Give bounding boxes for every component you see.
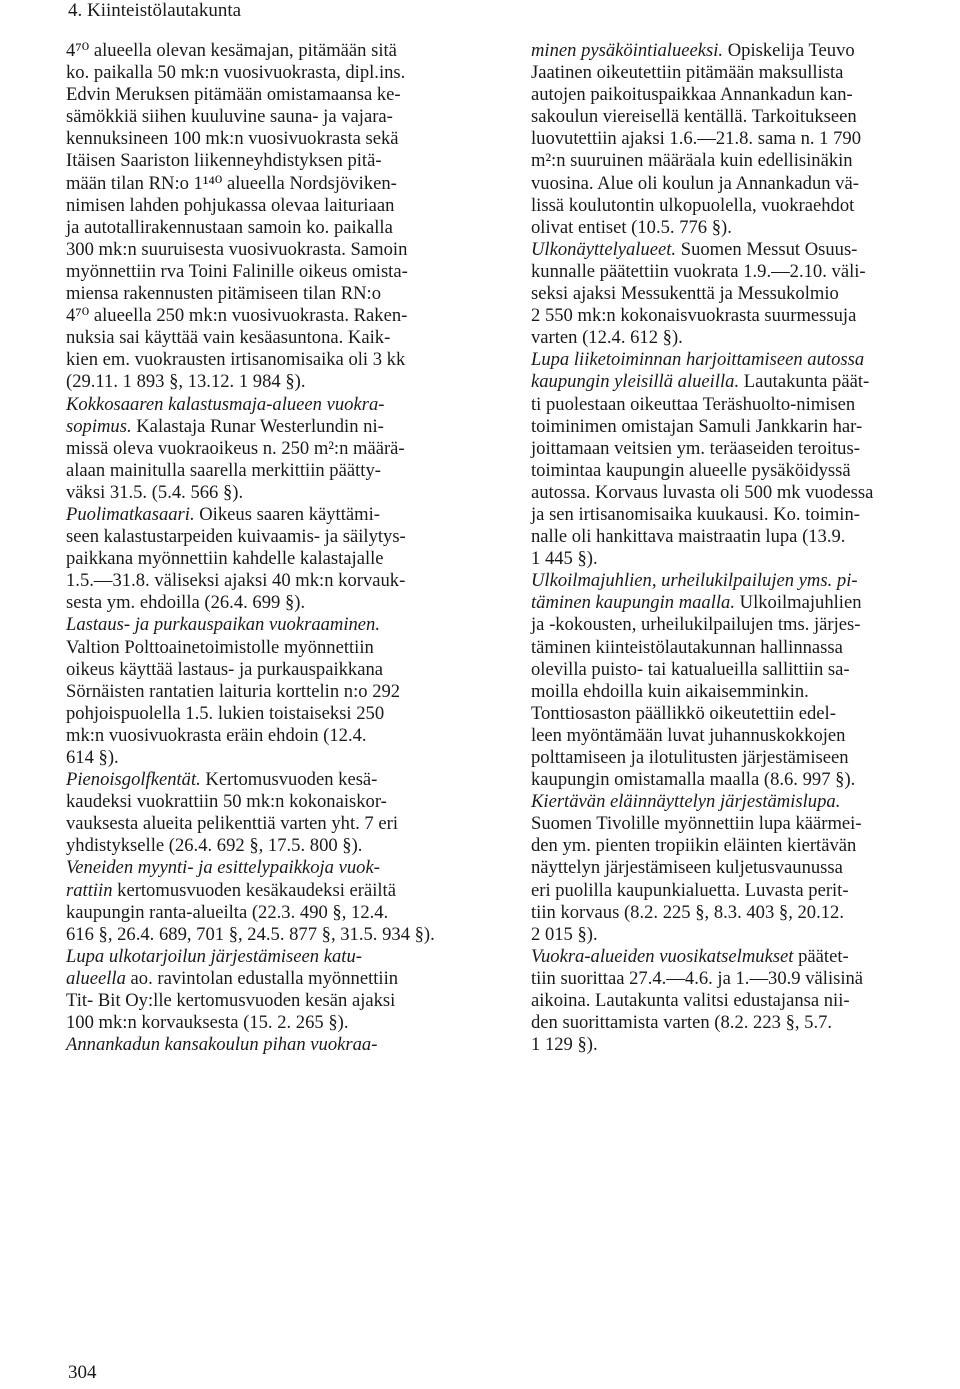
right-text-line: 1 445 §). (531, 548, 598, 570)
right-text-line: ja -kokousten, urheilukilpailujen tms. järjes- (531, 614, 861, 636)
right-text-line: Jaatinen oikeutettiin pitämään maksullista (531, 62, 844, 84)
right-text-line: leen myöntämään luvat juhannuskokkojen (531, 724, 846, 746)
right-text-line: varten (12.4. 612 §). (531, 327, 683, 349)
left-text-line: 300 mk:n suuruisesta vuosivuokrasta. Samoin (66, 238, 408, 260)
left-text-line: ja autotallirakennustaan samoin ko. paikalla (66, 216, 393, 238)
right-text-line: Ulkoilmajuhlien, urheilukilpailujen yms. pi- (531, 570, 858, 592)
right-text-line: den ym. pienten tropiikin eläinten kiertävän (531, 835, 857, 857)
left-text-line: 616 §, 26.4. 689, 701 §, 24.5. 877 §, 31.5. 934 §). (66, 923, 435, 945)
right-text-line: tiin suorittaa 27.4.—4.6. ja 1.—30.9 välisinä (531, 967, 864, 989)
right-text-line: Tonttiosaston päällikkö oikeutettiin edel- (531, 702, 836, 724)
running-header: 4. Kiinteistölautakunta (68, 0, 242, 21)
right-text-line: minen pysäköintialueeksi. Opiskelija Teuvo (531, 40, 855, 61)
right-text-line: kunnalle päätettiin vuokrata 1.9.—2.10. väli- (531, 260, 866, 282)
left-text-line: mk:n vuosivuokrasta eräin ehdoin (12.4. (66, 724, 367, 746)
right-text-line: täminen kiinteistölautakunnan hallinnassa (531, 636, 843, 658)
right-text-line: 2 015 §). (531, 923, 598, 945)
right-text-line: m²:n suuruinen määräala kuin edellisinäkin (531, 150, 853, 172)
left-text-line: rattiin kertomusvuoden kesäkaudeksi eräiltä (66, 879, 396, 901)
right-text-line: vuosina. Alue oli koulun ja Annankadun vä- (531, 172, 859, 194)
right-text-line: moilla ehdoilla kuin aikaisemminkin. (531, 680, 809, 702)
right-text-line: Vuokra-alueiden vuosikatselmukset päätet- (531, 945, 849, 967)
left-text-line: Tit- Bit Oy:lle kertomusvuoden kesän ajaksi (66, 990, 396, 1012)
left-text-line: vauksesta alueita pelikenttiä varten yht. 7 eri (66, 813, 398, 835)
right-text-line: eri puolilla kaupunkialuetta. Luvasta perit- (531, 879, 849, 901)
right-text-line: 1 129 §). (531, 1034, 598, 1056)
left-text-line: sopimus. Kalastaja Runar Westerlundin ni- (66, 415, 384, 437)
right-text-line: toiminimen omistajan Samuli Jankkarin har- (531, 415, 863, 437)
page-number: 304 (68, 1362, 97, 1383)
right-text-line: luovutettiin ajaksi 1.6.—21.8. sama n. 1 790 (531, 128, 862, 150)
right-text-line: ja sen irtisanomisaika kuukausi. Ko. toimin- (531, 503, 860, 525)
right-text-line: polttamiseen ja ilotulitusten järjestämiseen (531, 747, 849, 768)
left-text-line: kien em. vuokrausten irtisanomisaika oli 3 kk (66, 349, 406, 371)
left-text-line: seen kalastustarpeiden kuivaamis- ja säilytys- (66, 526, 406, 548)
left-text-line: 100 mk:n korvauksesta (15. 2. 265 §). (66, 1012, 349, 1034)
left-text-line: Edvin Meruksen pitämään omistamaansa ke- (66, 84, 401, 106)
left-text-line: paikkana myönnettiin kahdelle kalastajalle (66, 548, 384, 570)
right-text-line: nalle oli hankittava maistraatin lupa (13.9. (531, 526, 846, 548)
right-text-line: 2 550 mk:n kokonaisvuokrasta suurmessuja (531, 305, 857, 327)
right-text-line: den suorittamista varten (8.2. 223 §, 5.7. (531, 1012, 833, 1034)
left-text-line: sämökkiä siihen kuuluvine sauna- ja vajara- (66, 106, 393, 128)
left-text-line: Lupa ulkotarjoilun järjestämiseen katu- (66, 945, 362, 967)
right-text-line: näyttelyn järjestämiseen kuljetusvaunussa (531, 857, 843, 879)
left-text-line: pohjoispuolella 1.5. lukien toistaiseksi 250 (66, 702, 385, 724)
right-column (531, 40, 954, 1056)
right-text-line: ti puolestaan oikeuttaa Teräshuolto-nimisen (531, 393, 856, 415)
left-text-line: 614 §). (66, 747, 119, 768)
right-text-line: toimintaa kaupungin alueelle pysäköidyssä (531, 459, 851, 481)
left-text-line: Puolimatkasaari. Oikeus saaren käyttämi- (66, 503, 380, 525)
left-text-line: väksi 31.5. (5.4. 566 §). (66, 481, 244, 503)
left-text-line: alueella ao. ravintolan edustalla myönnettiin (66, 967, 399, 989)
left-text-line: Lastaus- ja purkauspaikan vuokraaminen. (66, 614, 381, 636)
right-text-line: joittamaan veitsien ym. teräaseiden teroitus- (531, 437, 860, 459)
right-text-line: täminen kaupungin maalla. Ulkoilmajuhlien (531, 592, 862, 614)
right-text-line: Lupa liiketoiminnan harjoittamiseen autossa (531, 349, 865, 371)
left-text-line: Valtion Polttoainetoimistolle myönnettiin (66, 636, 374, 658)
left-text-line: oikeus käyttää lastaus- ja purkauspaikkana (66, 658, 384, 680)
left-text-line: missä oleva vuokraoikeus n. 250 m²:n määrä- (66, 437, 405, 459)
left-text-line: 4⁷⁰ alueella olevan kesämajan, pitämään sitä (66, 40, 397, 61)
left-text-line: sesta ym. ehdoilla (26.4. 699 §). (66, 592, 306, 614)
left-text-line: myönnettiin rva Toini Falinille oikeus omista- (66, 260, 408, 282)
right-text-line: olevilla puisto- tai katualueilla sallittiin sa- (531, 658, 850, 680)
left-text-line: 4⁷⁰ alueella 250 mk:n vuosivuokrasta. Raken- (66, 305, 408, 327)
right-text-line: aikoina. Lautakunta valitsi edustajansa nii- (531, 990, 850, 1012)
left-text-line: 1.5.—31.8. väliseksi ajaksi 40 mk:n korvauk- (66, 570, 406, 592)
left-text-line: alaan mainitulla saarella merkittiin päätty- (66, 459, 381, 481)
right-text-line: seksi ajaksi Messukenttä ja Messukolmio (531, 283, 839, 305)
right-text-line: autojen paikoituspaikkaa Annankadun kan- (531, 84, 853, 106)
left-text-line: kaudeksi vuokrattiin 50 mk:n kokonaiskor- (66, 791, 387, 813)
left-text-line: Annankadun kansakoulun pihan vuokraa- (66, 1034, 378, 1056)
left-text-line: Sörnäisten rantatien laituria korttelin n:o 292 (66, 680, 401, 702)
left-text-line: mään tilan RN:o 1¹⁴⁰ alueella Nordsjöviken- (66, 172, 397, 194)
left-text-line: Kokkosaaren kalastusmaja-alueen vuokra- (66, 393, 385, 415)
left-column (66, 40, 490, 1056)
left-text-line: (29.11. 1 893 §, 13.12. 1 984 §). (66, 371, 306, 393)
left-text-line: kennuksineen 100 mk:n vuosivuokrasta sekä (66, 128, 399, 150)
left-text-line: kaupungin ranta-alueilta (22.3. 490 §, 12.4. (66, 901, 389, 923)
right-text-line: kaupungin omistamalla maalla (8.6. 997 §). (531, 769, 856, 791)
right-text-line: Kiertävän eläinnäyttelyn järjestämislupa. (531, 791, 841, 813)
left-text-line: nuksia sai käyttää vain kesäasuntona. Kaik- (66, 327, 391, 349)
left-text-line: miensa rakennusten pitämiseen tilan RN:o (66, 283, 381, 305)
right-text-line: tiin korvaus (8.2. 225 §, 8.3. 403 §, 20.12. (531, 901, 844, 923)
right-text-line: Suomen Tivolille myönnettiin lupa käärmei- (531, 813, 862, 835)
right-text-line: sakoulun viereisellä kentällä. Tarkoitukseen (531, 106, 857, 128)
right-text-line: lissä koulutontin ulkopuolella, vuokraehdot (531, 194, 855, 216)
left-text-line: Veneiden myynti- ja esittelypaikkoja vuok- (66, 857, 380, 879)
right-text-line: olivat entiset (10.5. 776 §). (531, 216, 732, 238)
right-text-line: kaupungin yleisillä alueilla. Lautakunta päät- (531, 371, 870, 393)
right-text-line: Ulkonäyttelyalueet. Suomen Messut Osuus- (531, 238, 858, 260)
left-text-line: Itäisen Saariston liikenneyhdistyksen pitä- (66, 150, 382, 172)
left-text-line: ko. paikalla 50 mk:n vuosivuokrasta, dipl.ins. (66, 62, 406, 84)
left-text-line: Pienoisgolfkentät. Kertomusvuoden kesä- (66, 769, 378, 791)
left-text-line: yhdistykselle (26.4. 692 §, 17.5. 800 §). (66, 835, 363, 857)
right-text-line: autossa. Korvaus luvasta oli 500 mk vuodessa (531, 481, 874, 503)
left-text-line: nimisen lahden pohjukassa olevaa laituriaan (66, 194, 395, 216)
